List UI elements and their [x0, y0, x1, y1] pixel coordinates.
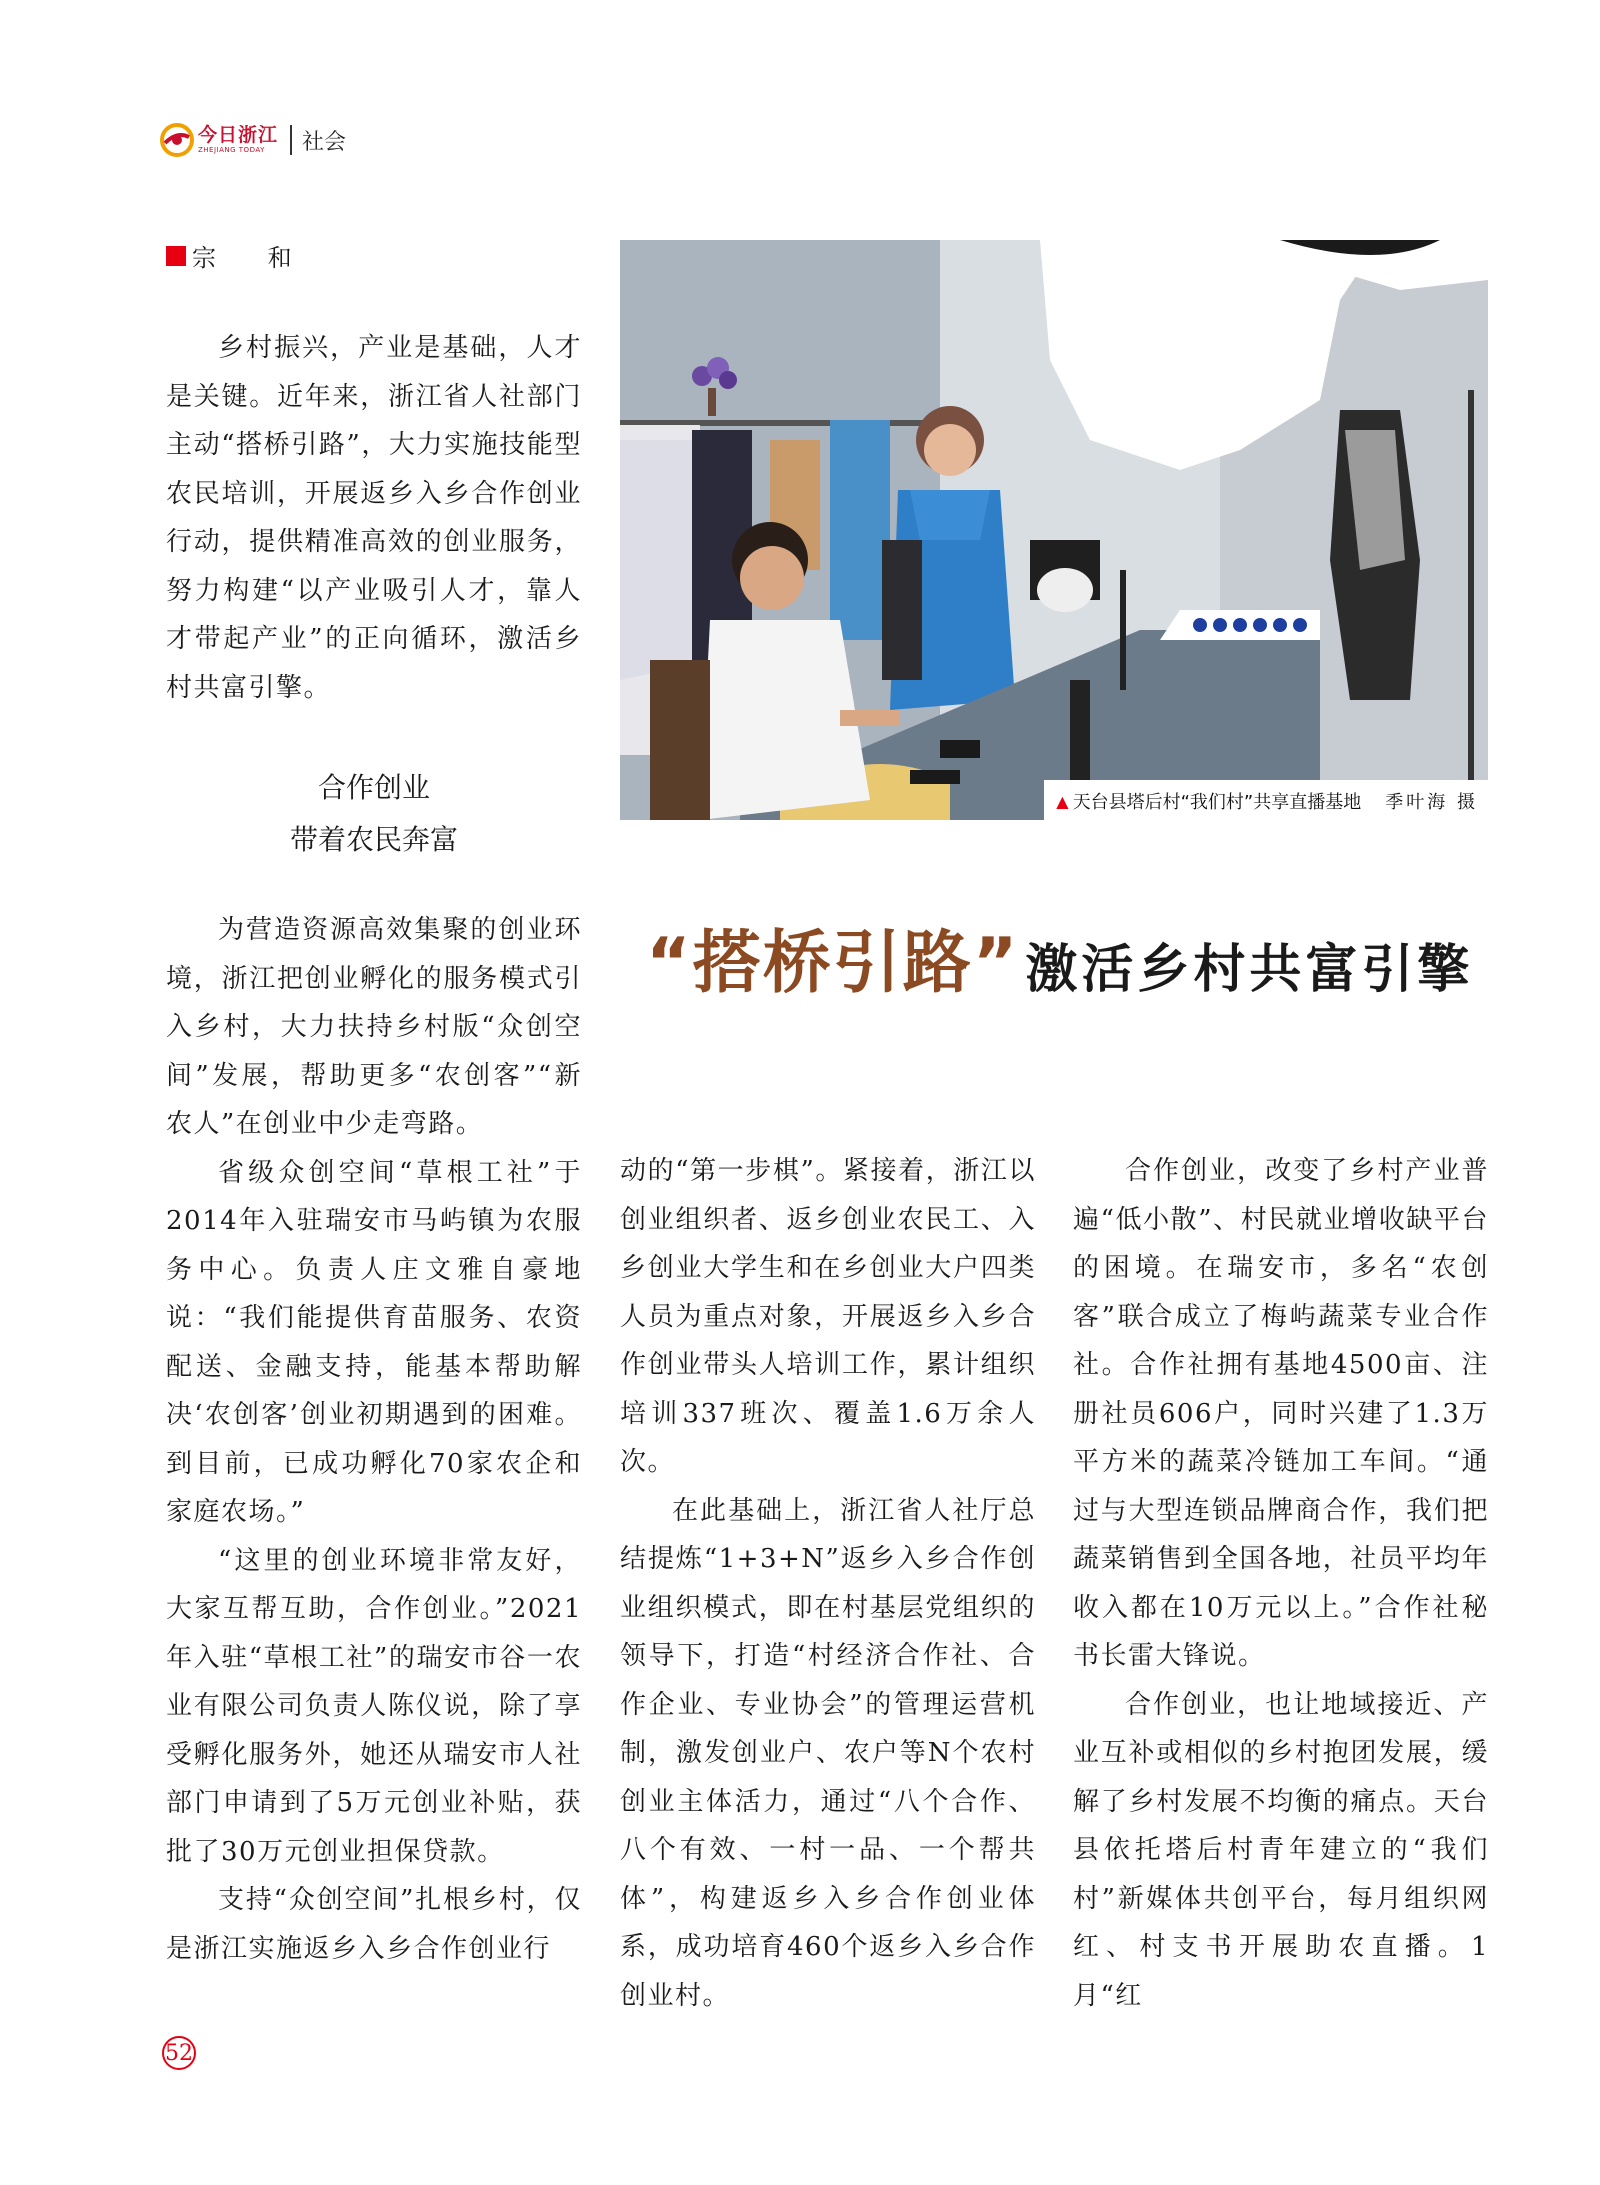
caption-text: 天台县塔后村“我们村”共享直播基地	[1072, 792, 1362, 813]
column-2	[620, 1147, 1036, 2020]
livestream-studio-illustration	[620, 240, 1488, 820]
photo-caption	[1044, 780, 1488, 820]
author-name: 宗 和	[192, 244, 314, 272]
paragraph: 省级众创空间“草根工社”于2014年入驻瑞安市马屿镇为农服务中心。负责人庄文雅自豪地说：“我们能提供育苗服务、农资配送、金融支持，能基本帮助解决‘农创客’创业初期遇到的困难。到目前，已成功孵化70家农企和家庭农场。”	[166, 1157, 582, 1527]
sun-logo-icon	[160, 123, 194, 157]
lead-paragraph: 乡村振兴，产业是基础，人才是关键。近年来，浙江省人社部门主动“搭桥引路”，大力实施技能型农民培训，开展返乡入乡合作创业行动，提供精准高效的创业服务，努力构建“以产业吸引人才，靠人才带起产业”的正向循环，激活乡村共富引擎。	[166, 333, 582, 703]
title-sub: 激活乡村共富引擎	[1025, 939, 1474, 1000]
subheading	[166, 762, 582, 866]
logo-wordmark	[198, 126, 278, 154]
paragraph: 合作创业，也让地域接近、产业互补或相似的乡村抱团发展，缓解了乡村发展不均衡的痛点。天台县依托塔后村青年建立的“我们村”新媒体共创平台，每月组织网红、村支书开展助农直播。1月“红	[1073, 1689, 1489, 2011]
article-title	[646, 924, 1474, 1003]
section-name: 社会	[302, 129, 347, 155]
column-1	[166, 906, 582, 1973]
red-square-icon	[166, 246, 186, 266]
paragraph: 在此基础上，浙江省人社厅总结提炼“1+3+N”返乡入乡合作创业组织模式，即在村基层党组织的领导下，打造“村经济合作社、合作企业、专业协会”的管理运营机制，激发创业户、农户等N个农村创业主体活力，通过“八个合作、八个有效、一村一品、一个帮共体”，构建返乡入乡合作创业体系，成功培育460个返乡入乡合作创业村。	[620, 1495, 1036, 2011]
paragraph: “这里的创业环境非常友好，大家互帮互助，合作创业。”2021年入驻“草根工社”的瑞安市谷一农业有限公司负责人陈仪说，除了享受孵化服务外，她还从瑞安市人社部门申请到了5万元创业补贴，获批了30万元创业担保贷款。	[166, 1545, 582, 1867]
column-3	[1073, 1147, 1489, 2020]
triangle-icon: ▲	[1056, 791, 1069, 811]
title-main: “搭桥引路”	[646, 924, 1020, 1003]
subheading-line-1: 合作创业	[317, 771, 430, 804]
byline	[166, 238, 314, 273]
paragraph: 为营造资源高效集聚的创业环境，浙江把创业孵化的服务模式引入乡村，大力扶持乡村版“众创空间”发展，帮助更多“农创客”“新农人”在创业中少走弯路。	[166, 915, 582, 1139]
logo-name: 今日浙江	[198, 124, 279, 146]
photo-credit: 季叶海 摄	[1385, 792, 1478, 813]
article-photo	[620, 240, 1488, 820]
masthead	[160, 120, 346, 160]
lead-block	[166, 324, 582, 712]
header-divider	[290, 125, 292, 155]
paragraph: 支持“众创空间”扎根乡村，仅是浙江实施返乡入乡合作创业行	[166, 1885, 582, 1964]
page-number: 52	[162, 2036, 196, 2070]
paragraph-continued: 动的“第一步棋”。紧接着，浙江以创业组织者、返乡创业农民工、入乡创业大学生和在乡创业大户四类人员为重点对象，开展返乡入乡合作创业带头人培训工作，累计组织培训337班次、覆盖1.6万余人次。	[620, 1156, 1036, 1477]
paragraph: 合作创业，改变了乡村产业普遍“低小散”、村民就业增收缺平台的困境。在瑞安市，多名“农创客”联合成立了梅屿蔬菜专业合作社。合作社拥有基地4500亩、注册社员606户，同时兴建了1.3万平方米的蔬菜冷链加工车间。“通过与大型连锁品牌商合作，我们把蔬菜销售到全国各地，社员平均年收入都在10万元以上。”合作社秘书长雷大锋说。	[1073, 1156, 1489, 1671]
subheading-line-2: 带着农民奔富	[289, 823, 458, 856]
logo-english: ZHEJIANG TODAY	[198, 146, 265, 154]
